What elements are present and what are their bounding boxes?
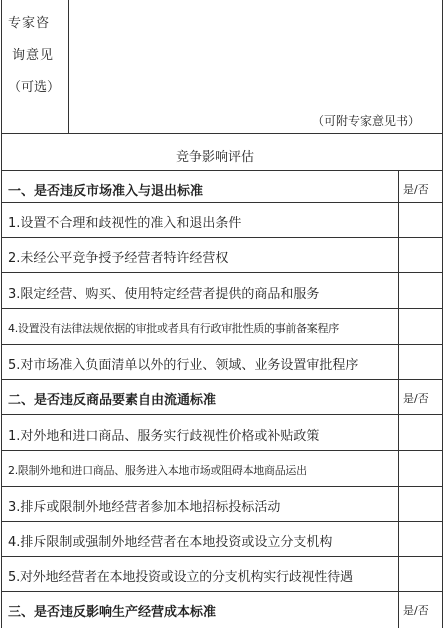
row-line	[1, 414, 443, 415]
criteria-item: 4.设置没有法律法规依据的审批或者具有行政审批性质的事前备案程序	[8, 322, 339, 335]
criteria-item: 1.对外地和进口商品、服务实行歧视性价格或补贴政策	[8, 429, 320, 444]
row-line	[1, 556, 443, 557]
row-line	[1, 450, 443, 451]
answer-header: 是/否	[403, 183, 429, 196]
expert-divider	[68, 0, 69, 133]
row-line	[1, 133, 443, 134]
criteria-item: 4.排斥限制或强制外地经营者在本地投资或设立分支机构	[8, 535, 333, 550]
row-line	[1, 272, 443, 273]
expert-label-line1: 专家咨	[8, 16, 51, 31]
row-line	[1, 237, 443, 238]
criteria-item: 3.限定经营、购买、使用特定经营者提供的商品和服务	[8, 287, 320, 302]
row-line	[1, 486, 443, 487]
assessment-title: 竞争影响评估	[176, 150, 255, 165]
criteria-item: 5.对市场准入负面清单以外的行业、领域、业务设置审批程序	[8, 358, 359, 373]
row-line	[1, 344, 443, 345]
expert-label-line2: 询意见	[12, 48, 55, 63]
expert-note: （可附专家意见书）	[312, 114, 421, 128]
row-line	[1, 202, 443, 203]
section-heading: 三、是否违反影响生产经营成本标准	[8, 605, 217, 620]
row-line	[1, 521, 443, 522]
answer-header: 是/否	[403, 392, 429, 405]
criteria-item: 3.排斥或限制外地经营者参加本地招标投标活动	[8, 500, 281, 515]
row-line	[1, 170, 443, 171]
border-left	[1, 0, 2, 628]
criteria-item: 1.设置不合理和歧视性的准入和退出条件	[8, 216, 242, 231]
row-line	[1, 591, 443, 592]
section-heading: 二、是否违反商品要素自由流通标准	[8, 393, 217, 408]
row-line	[1, 379, 443, 380]
criteria-item: 2.未经公平竞争授予经营者特许经营权	[8, 251, 229, 266]
row-line	[1, 308, 443, 309]
answer-header: 是/否	[403, 604, 429, 617]
section-heading: 一、是否违反市场准入与退出标准	[8, 184, 204, 199]
criteria-item: 2.限制外地和进口商品、服务进入本地市场或阻碍本地商品运出	[8, 464, 307, 477]
criteria-item: 5.对外地经营者在本地投资或设立的分支机构实行歧视性待遇	[8, 570, 353, 585]
expert-label-line3: （可选）	[8, 80, 61, 95]
answer-column-divider	[398, 170, 399, 628]
border-right	[442, 0, 443, 628]
